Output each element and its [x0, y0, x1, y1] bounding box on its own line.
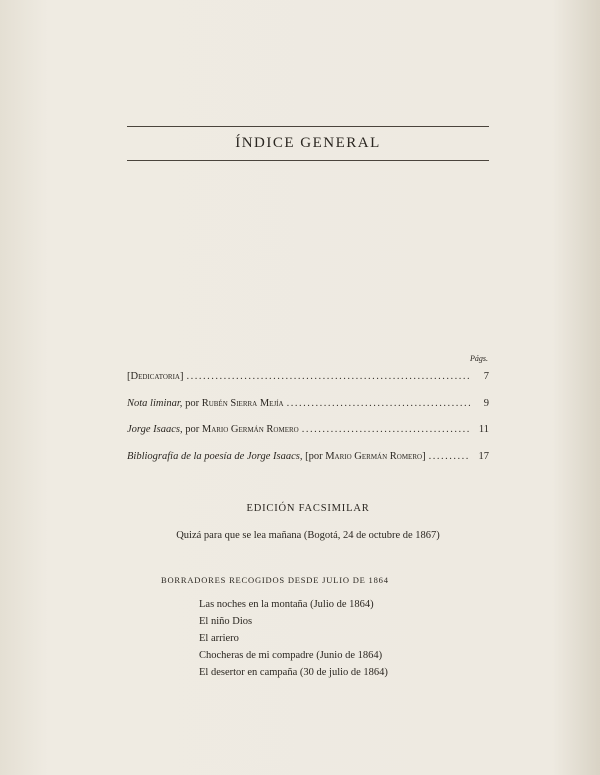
- toc-entry-page: 9: [483, 398, 489, 409]
- toc-entry-text: Jorge Isaacs, por Mario Germán Romero: [127, 424, 299, 435]
- dot-leader: [186, 371, 470, 382]
- bottom-rule: [127, 160, 489, 161]
- facsimile-heading: EDICIÓN FACSIMILAR: [246, 503, 370, 514]
- list-item: El arriero: [199, 633, 239, 644]
- dot-leader: [429, 451, 470, 462]
- dot-leader: [302, 424, 470, 435]
- dot-leader: [287, 398, 470, 409]
- list-item: El niño Dios: [199, 616, 253, 627]
- toc-entry: [127, 451, 489, 467]
- toc-entry: [127, 371, 489, 387]
- toc-entry-page: 11: [478, 424, 489, 435]
- list-item: El desertor en campaña (30 de julio de 1864): [199, 667, 388, 678]
- toc-entry: [127, 398, 489, 414]
- list-item: Chocheras de mi compadre (Junio de 1864): [199, 650, 383, 661]
- drafts-heading: BORRADORES RECOGIDOS DESDE JULIO DE 1864: [161, 575, 389, 585]
- toc-entry-page: 17: [478, 451, 489, 462]
- page-title: ÍNDICE GENERAL: [235, 135, 381, 151]
- facsimile-subtitle: Quizá para que se lea mañana (Bogotá, 24 de octubre de 1867): [176, 530, 440, 541]
- top-rule: [127, 126, 489, 127]
- toc-entry: [127, 424, 489, 440]
- toc-entry-page: 7: [483, 371, 489, 382]
- pages-column-label: Págs.: [470, 354, 488, 363]
- toc-entry-text: Bibliografía de la poesía de Jorge Isaacs, [por Mario Germán Romero]: [127, 451, 426, 462]
- toc-entry-text: Nota liminar, por Rubén Sierra Mejía: [127, 398, 284, 409]
- toc-entry-text: [Dedicatoria]: [127, 371, 184, 382]
- list-item: Las noches en la montaña (Julio de 1864): [199, 599, 374, 610]
- drafts-list: [199, 596, 388, 681]
